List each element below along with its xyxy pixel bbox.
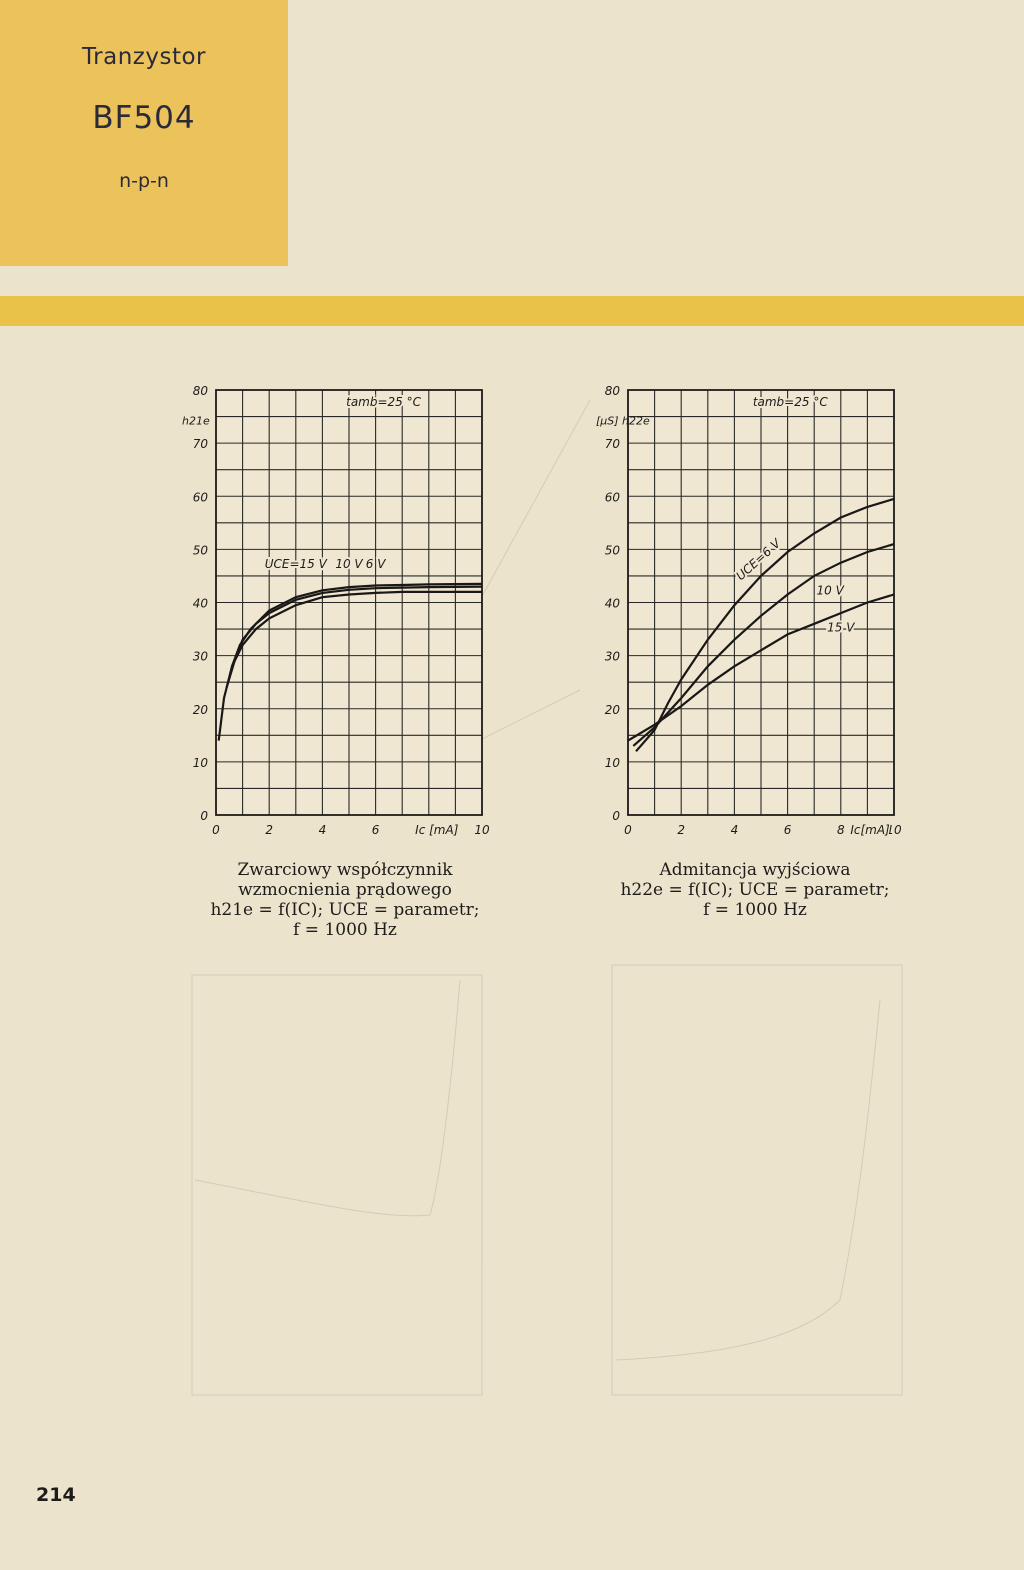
chart-h21e-x-axis-label: Ic [mA] xyxy=(415,823,459,837)
chart-h22e-y-tick-label: 50 xyxy=(604,543,620,558)
page-number: 214 xyxy=(36,1484,76,1506)
caption-h21e-line-4: f = 1000 Hz xyxy=(293,920,397,940)
chart-h22e-x-tick-label: 8 xyxy=(836,823,845,837)
chart-h22e-y-tick-label: 20 xyxy=(604,702,620,717)
chart-h22e-y-axis-label: [µS] h22e xyxy=(596,414,650,428)
caption-h22e xyxy=(600,860,910,920)
chart-h21e-x-tick-label: 10 xyxy=(474,823,490,837)
chart-h22e-y-tick-label: 70 xyxy=(604,437,620,452)
chart-h21e-y-axis-label: h21e xyxy=(182,414,210,428)
chart-h21e-x-tick-label: 2 xyxy=(265,823,274,837)
chart-h21e-y-tick-label: 60 xyxy=(192,490,208,505)
header-model: BF504 xyxy=(92,100,196,136)
chart-h22e-series-label: 15 V xyxy=(827,620,855,635)
chart-h21e-y-tick-label: 70 xyxy=(192,437,208,452)
header-type: n-p-n xyxy=(119,170,169,192)
chart-h22e-x-tick-label: 4 xyxy=(730,823,739,837)
chart-h21e-series-label: UCE=15 V xyxy=(264,556,327,571)
chart-h22e-y-tick-label: 0 xyxy=(612,809,620,823)
caption-h21e xyxy=(200,860,490,940)
chart-h22e-x-tick-label: 10 xyxy=(886,823,902,837)
chart-h22e-x-tick-label: 6 xyxy=(783,823,792,837)
chart-h21e-series-label: 6 V xyxy=(365,556,386,571)
chart-h21e-y-tick-label: 50 xyxy=(192,543,208,558)
chart-h21e-y-tick-label: 40 xyxy=(192,596,208,611)
chart-h21e-y-tick-label: 80 xyxy=(192,384,208,398)
caption-h22e-line-2: h22e = f(IC); UCE = parametr; xyxy=(620,880,890,900)
chart-h21e-series-label: 10 V xyxy=(335,556,363,571)
chart-h21e-y-tick-label: 0 xyxy=(200,809,208,823)
chart-h21e-y-tick-label: 10 xyxy=(192,755,208,770)
chart-h21e-x-tick-label: 4 xyxy=(318,823,327,837)
chart-h22e-x-tick-label: 0 xyxy=(624,823,632,837)
chart-h22e-x-axis-label: Ic[mA] xyxy=(850,823,890,837)
chart-h22e-y-tick-label: 40 xyxy=(604,596,620,611)
caption-h21e-line-1: Zwarciowy współczynnik xyxy=(237,860,453,880)
chart-h21e-x-tick-label: 6 xyxy=(371,823,380,837)
chart-h22e-series-label: UCE=6 V xyxy=(733,536,784,584)
chart-h21e-y-tick-label: 20 xyxy=(192,702,208,717)
caption-h22e-line-1: Admitancja wyjściowa xyxy=(659,860,851,880)
chart-h22e-y-tick-label: 80 xyxy=(604,384,620,398)
chart-h22e-y-tick-label: 10 xyxy=(604,755,620,770)
header-title: Tranzystor xyxy=(81,44,206,70)
chart-h21e-y-tick-label: 30 xyxy=(192,649,208,664)
chart-h22e-y-tick-label: 60 xyxy=(604,490,620,505)
caption-h22e-line-3: f = 1000 Hz xyxy=(703,900,807,920)
caption-h21e-line-2: wzmocnienia prądowego xyxy=(238,880,452,900)
chart-h22e-series-label: 10 V xyxy=(816,583,844,598)
chart-h22e-annotation: tamb=25 °C xyxy=(752,394,828,409)
chart-h22e-y-tick-label: 30 xyxy=(604,649,620,664)
caption-h21e-line-3: h21e = f(IC); UCE = parametr; xyxy=(210,900,480,920)
chart-h21e-annotation: tamb=25 °C xyxy=(346,394,422,409)
chart-h21e-x-tick-label: 0 xyxy=(212,823,220,837)
chart-h22e-x-tick-label: 2 xyxy=(677,823,686,837)
